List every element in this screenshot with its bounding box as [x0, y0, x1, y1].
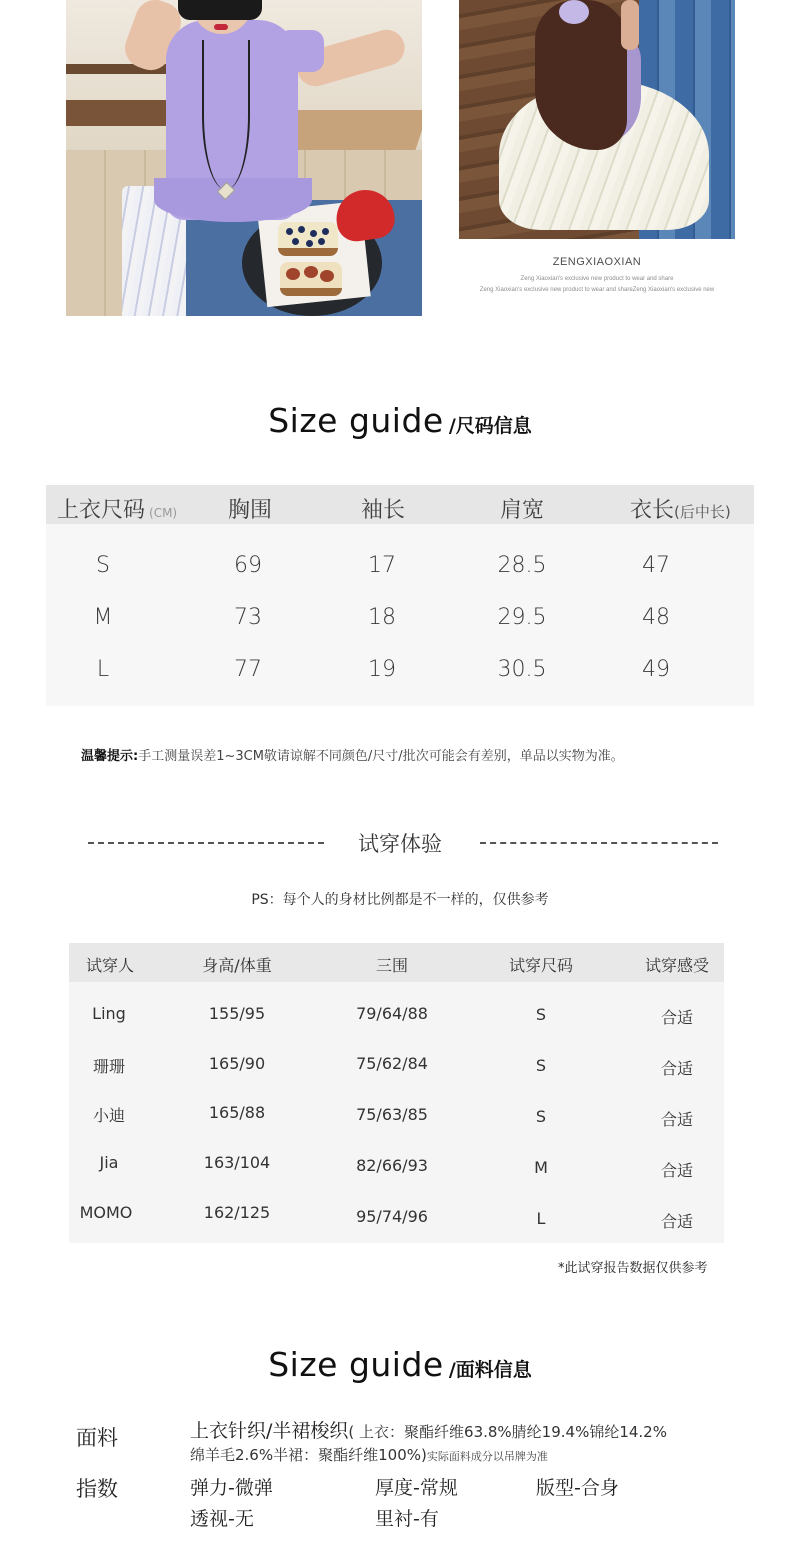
header-chest: 胸围 [228, 498, 273, 523]
chest-cell: 73 [234, 605, 262, 630]
brand-tagline: Zeng Xiaoxian's exclusive new product to wear and share [520, 276, 674, 282]
header-sleeve: 袖长 [361, 498, 406, 523]
measurement-tip [81, 745, 624, 764]
tester-hw: 165/88 [208, 1103, 266, 1122]
size-cell: S [96, 553, 110, 578]
index-fit: 版型-合身 [536, 1477, 619, 1499]
model-photo-right [459, 0, 735, 239]
brand-tagline-2: Zeng Xiaoxian's exclusive new product to wear and shareZeng Xiaoxian's exclusive new [479, 287, 715, 293]
length-cell: 48 [642, 605, 670, 630]
tryon-title: 试穿体验 [358, 832, 442, 856]
header-feel: 试穿感受 [644, 956, 710, 975]
material-label: 面料 [76, 1426, 118, 1450]
material-detail-2: 绵羊毛2.6%半裙：聚酯纤维100%) [190, 1446, 427, 1464]
heading-sub: /尺码信息 [448, 415, 532, 437]
size-table [46, 485, 754, 706]
chest-cell: 77 [234, 657, 262, 682]
tester-hw: 155/95 [208, 1004, 266, 1023]
tryon-heading [0, 828, 800, 860]
fabric-heading [0, 1345, 800, 1384]
tryon-table [69, 943, 724, 1243]
header-length [630, 493, 731, 524]
tester-feel: 合适 [660, 1161, 694, 1180]
material-detail-line [190, 1444, 548, 1465]
tip-label: 温馨提示: [81, 749, 139, 764]
length-cell: 49 [642, 657, 670, 682]
header-tester: 试穿人 [85, 956, 135, 975]
shoulder-cell: 30.5 [497, 657, 547, 682]
index-elasticity: 弹力-微弹 [190, 1477, 273, 1499]
tester-measure: 82/66/93 [356, 1156, 428, 1175]
tester-size: S [535, 1107, 547, 1126]
tester-measure: 75/63/85 [356, 1105, 428, 1124]
index-sheerness: 透视-无 [190, 1508, 254, 1530]
tester-measure: 75/62/84 [356, 1054, 428, 1073]
tester-name: MOMO [79, 1203, 133, 1222]
model-photo-left [66, 0, 422, 316]
header-length-label: 衣长 [630, 498, 675, 523]
tester-size: S [535, 1005, 547, 1024]
material-type: 上衣针织/半裙梭织 [190, 1420, 349, 1442]
index-lining: 里衬-有 [375, 1508, 439, 1530]
header-size [57, 493, 177, 524]
tester-measure: 79/64/88 [356, 1004, 428, 1023]
header-tried-size: 试穿尺码 [508, 956, 574, 975]
material-main [190, 1416, 667, 1443]
tester-feel: 合适 [660, 1008, 694, 1027]
index-thickness: 厚度-常规 [375, 1477, 458, 1499]
tester-feel: 合适 [660, 1059, 694, 1078]
tester-size: S [535, 1056, 547, 1075]
header-length-note: (后中长) [674, 503, 731, 521]
heading-main: Size guide [268, 401, 444, 440]
tester-feel: 合适 [660, 1212, 694, 1231]
shoulder-cell: 29.5 [497, 605, 547, 630]
shoulder-cell: 28.5 [497, 553, 547, 578]
divider-right [480, 842, 718, 844]
tester-hw: 162/125 [203, 1203, 271, 1222]
material-detail-note: 实际面料成分以吊牌为准 [426, 1450, 548, 1463]
material-detail-1: ( 上衣：聚酯纤维63.8%腈纶19.4%锦纶14.2% [348, 1423, 667, 1441]
tester-size: L [536, 1209, 546, 1228]
tester-name: 小迪 [92, 1106, 126, 1125]
size-cell: M [93, 605, 113, 630]
sleeve-cell: 18 [368, 605, 396, 630]
tester-name: 珊珊 [92, 1057, 126, 1076]
header-size-unit: (CM) [149, 506, 178, 520]
index-label: 指数 [76, 1477, 118, 1501]
brand-name: ZENGXIAOXIAN [552, 256, 642, 268]
size-guide-heading [0, 401, 800, 440]
header-height-weight: 身高/体重 [202, 956, 272, 975]
sleeve-cell: 17 [368, 553, 396, 578]
header-measurements: 三围 [375, 956, 409, 975]
sleeve-cell: 19 [368, 657, 396, 682]
tryon-note: *此试穿报告数据仅供参考 [558, 1261, 708, 1276]
tester-hw: 165/90 [208, 1054, 266, 1073]
header-size-label: 上衣尺码 [57, 498, 146, 523]
tester-hw: 163/104 [203, 1153, 271, 1172]
heading-main: Size guide [268, 1345, 444, 1384]
length-cell: 47 [642, 553, 670, 578]
tester-name: Ling [92, 1004, 126, 1023]
tester-measure: 95/74/96 [356, 1207, 428, 1226]
chest-cell: 69 [234, 553, 262, 578]
tester-size: M [534, 1158, 548, 1177]
heading-sub: /面料信息 [448, 1359, 532, 1381]
size-cell: L [96, 657, 110, 682]
tip-text: 手工测量误差1~3CM敬请谅解不同颜色/尺寸/批次可能会有差别，单品以实物为准。 [138, 749, 624, 764]
tester-feel: 合适 [660, 1110, 694, 1129]
header-shoulder: 肩宽 [500, 498, 545, 523]
tester-name: Jia [99, 1153, 119, 1172]
tryon-ps: PS：每个人的身材比例都是不一样的，仅供参考 [251, 892, 549, 908]
